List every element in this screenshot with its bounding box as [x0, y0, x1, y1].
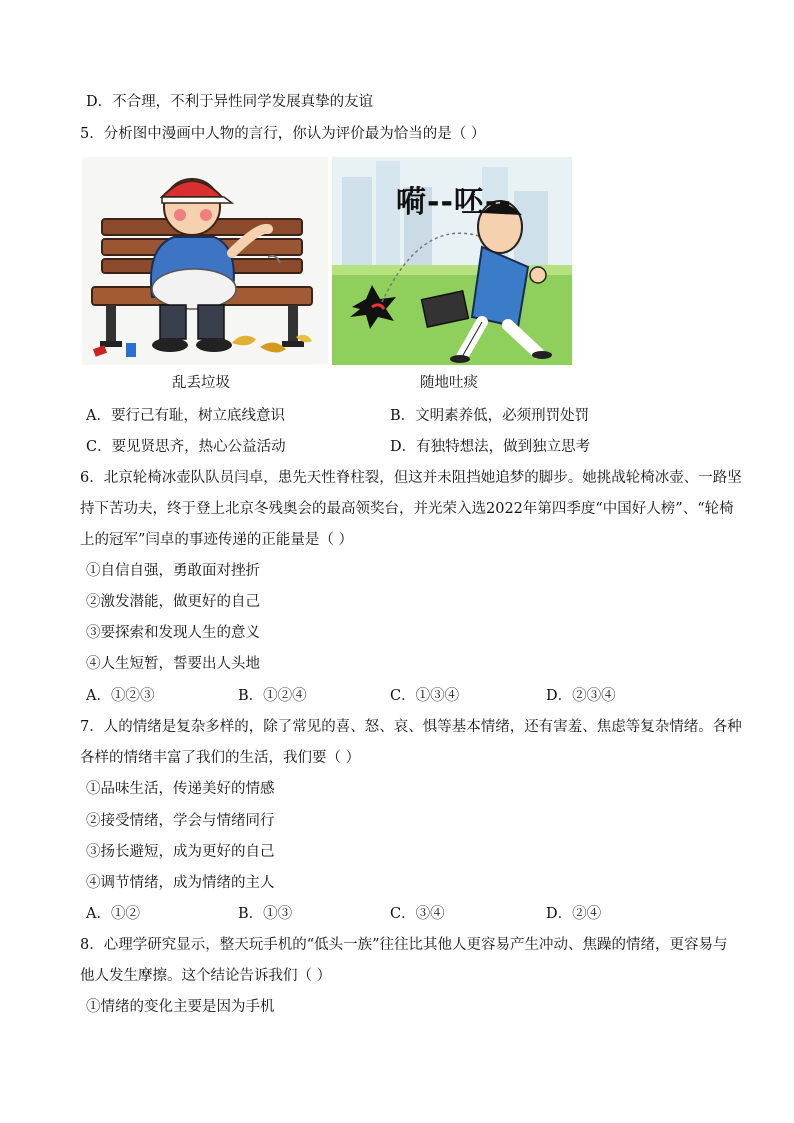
q6-stem-line1: 6．北京轮椅冰壶队队员闫卓，患先天性脊柱裂，但这并未阻挡她追梦的脚步。她挑战轮椅冰壶、一路坚 [80, 470, 742, 486]
q6-option-d: D．②③④ [546, 688, 616, 704]
q6-statement-4: ④人生短暂，誓要出人头地 [86, 656, 260, 672]
q6-statement-2: ②激发潜能，做更好的自己 [86, 594, 260, 610]
q6-statement-3: ③要探索和发现人生的意义 [86, 625, 260, 641]
prev-option-d: D．不合理，不利于异性同学发展真挚的友谊 [86, 94, 374, 110]
q5-option-c: C．要见贤思齐，热心公益活动 [86, 439, 286, 455]
q8-stem-line1: 8．心理学研究显示，整天玩手机的“低头一族”往往比其他人更容易产生冲动、焦躁的情绪，更容易与 [80, 937, 728, 953]
q7-option-a: A．①② [86, 906, 140, 922]
q8-stem-line2: 他人发生摩擦。这个结论告诉我们（ ） [80, 968, 332, 984]
q5-option-b: B．文明素养低，必须刑罚处罚 [390, 408, 590, 424]
q5-option-d: D．有独特想法，做到独立思考 [390, 439, 591, 455]
q7-statement-1: ①品味生活，传递美好的情感 [86, 781, 275, 797]
q5-option-a: A．要行己有耻，树立底线意识 [86, 408, 285, 424]
littering-cartoon-drawing [82, 157, 328, 365]
spitting-cartoon-text: 嗬--呸-- [396, 185, 512, 220]
spitting-caption: 随地吐痰 [420, 375, 478, 391]
q6-option-a: A．①②③ [86, 688, 155, 704]
spitting-cartoon [332, 157, 572, 365]
littering-caption: 乱丢垃圾 [172, 375, 230, 391]
q7-option-c: C．③④ [390, 906, 445, 922]
q6-stem-line3: 上的冠军”闫卓的事迹传递的正能量是（ ） [80, 532, 354, 548]
q7-stem-line1: 7．人的情绪是复杂多样的，除了常见的喜、怒、哀、惧等基本情绪，还有害羞、焦虑等复杂情绪。各种 [80, 719, 742, 735]
q6-statement-1: ①自信自强，勇敢面对挫折 [86, 563, 260, 579]
q6-stem-line2: 持下苦功夫，终于登上北京冬残奥会的最高领奖台，并光荣入选2022年第四季度“中国好人榜”、“轮椅 [80, 501, 734, 517]
q7-stem-line2: 各样的情绪丰富了我们的生活，我们要（ ） [80, 750, 361, 766]
littering-cartoon [82, 157, 328, 365]
q7-statement-4: ④调节情绪，成为情绪的主人 [86, 875, 275, 891]
q7-statement-3: ③扬长避短，成为更好的自己 [86, 844, 275, 860]
q5-stem: 5．分析图中漫画中人物的言行，你认为评价最为恰当的是（ ） [80, 126, 486, 142]
q7-option-b: B．①③ [238, 906, 293, 922]
q7-option-d: D．②④ [546, 906, 602, 922]
q7-statement-2: ②接受情绪，学会与情绪同行 [86, 813, 275, 829]
q8-statement-1: ①情绪的变化主要是因为手机 [86, 999, 275, 1015]
q6-option-c: C．①③④ [390, 688, 460, 704]
q6-option-b: B．①②④ [238, 688, 307, 704]
